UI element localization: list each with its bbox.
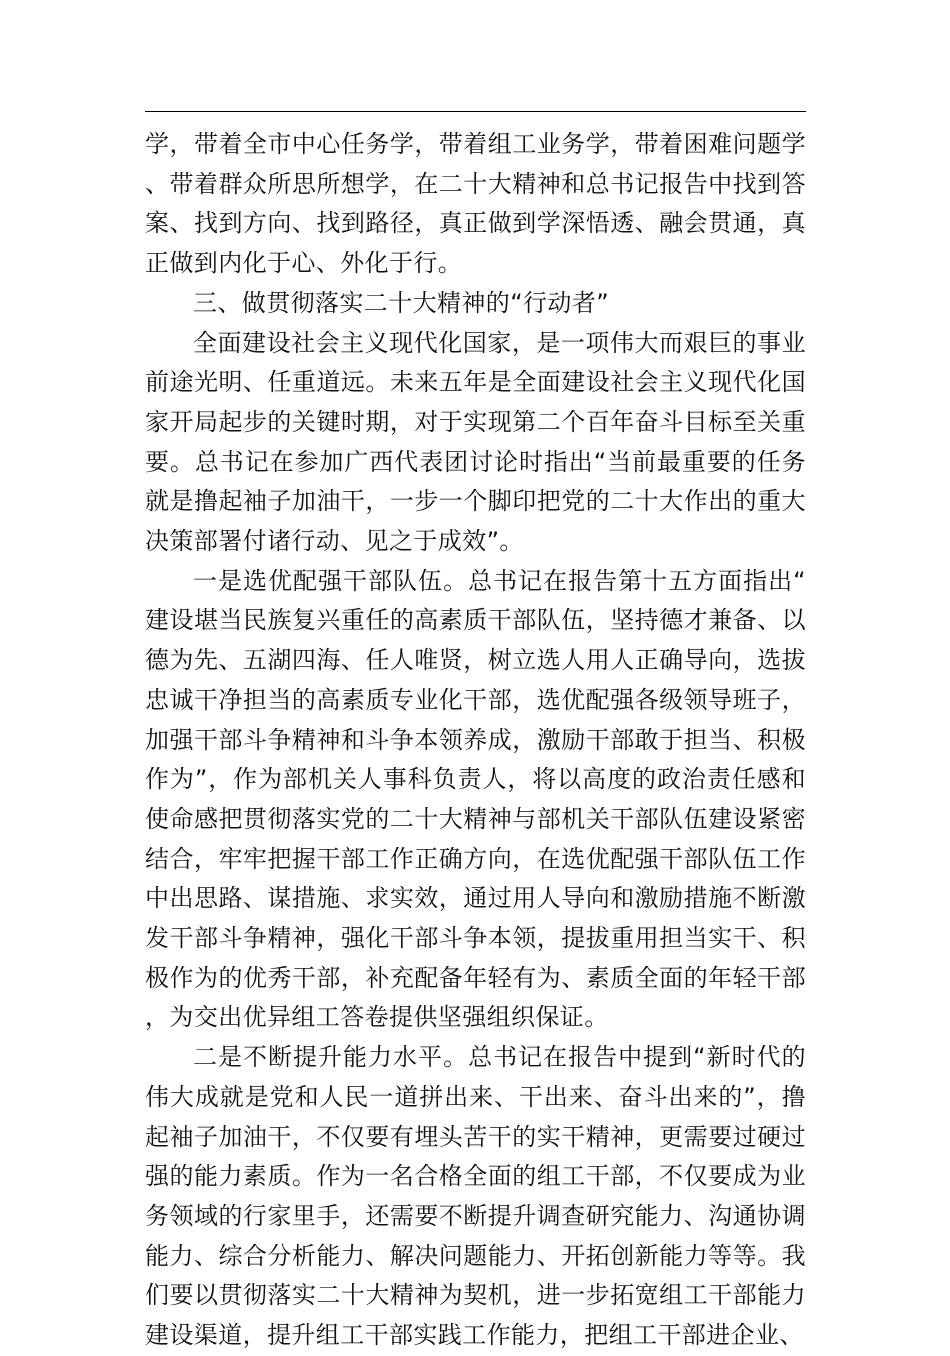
header-rule xyxy=(145,111,806,112)
document-body xyxy=(145,125,806,1356)
paragraph-continuation: 学，带着全市中心任务学，带着组工业务学，带着困难问题学、带着群众所思所想学，在二十大精神和总书记报告中找到答案、找到方向、找到路径，真正做到学深悟透、融会贯通，真正做到内化于心、外化于行。 xyxy=(145,130,806,278)
paragraph-overview: 全面建设社会主义现代化国家，是一项伟大而艰巨的事业前途光明、任重道远。未来五年是全面建设社会主义现代化国家开局起步的关键时期，对于实现第二个百年奋斗目标至关重要。总书记在参加广西代表团讨论时指出“当前最重要的任务就是撸起袖子加油干，一步一个脚印把党的二十大作出的重大决策部署付诸行动、见之于成效”。 xyxy=(145,328,806,556)
section-heading-actor: 三、做贯彻落实二十大精神的“行动者” xyxy=(193,288,610,317)
paragraph-ability: 二是不断提升能力水平。总书记在报告中提到“新时代的伟大成就是党和人民一道拼出来、干出来、奋斗出来的”，撸起袖子加油干，不仅要有埋头苦干的实干精神，更需要过硬过强的能力素质。作为一名合格全面的组工干部，不仅要成为业务领域的行家里手，还需要不断提升调查研究能力、沟通协调能力、综合分析能力、解决问题能力、开拓创新能力等等。我们要以贯彻落实二十大精神为契机，进一步拓宽组工干部能力建设渠道，提升组工干部实践工作能力，把组工干部进企业、 xyxy=(145,1043,806,1350)
paragraph-cadre-team: 一是选优配强干部队伍。总书记在报告第十五方面指出“建设堪当民族复兴重任的高素质干部队伍，坚持德才兼备、以德为先、五湖四海、任人唯贤，树立选人用人正确导向，选拔忠诚干净担当的高素质专业化干部，选优配强各级领导班子，加强干部斗争精神和斗争本领养成，激励干部敢于担当、积极作为”，作为部机关人事科负责人，将以高度的政治责任感和使命感把贯彻落实党的二十大精神与部机关干部队伍建设紧密结合，牢牢把握干部工作正确方向，在选优配强干部队伍工作中出思路、谋措施、求实效，通过用人导向和激励措施不断激发干部斗争精神，强化干部斗争本领，提拔重用担当实干、积极作为的优秀干部，补充配备年轻有为、素质全面的年轻干部，为交出优异组工答卷提供坚强组织保证。 xyxy=(145,566,806,1032)
